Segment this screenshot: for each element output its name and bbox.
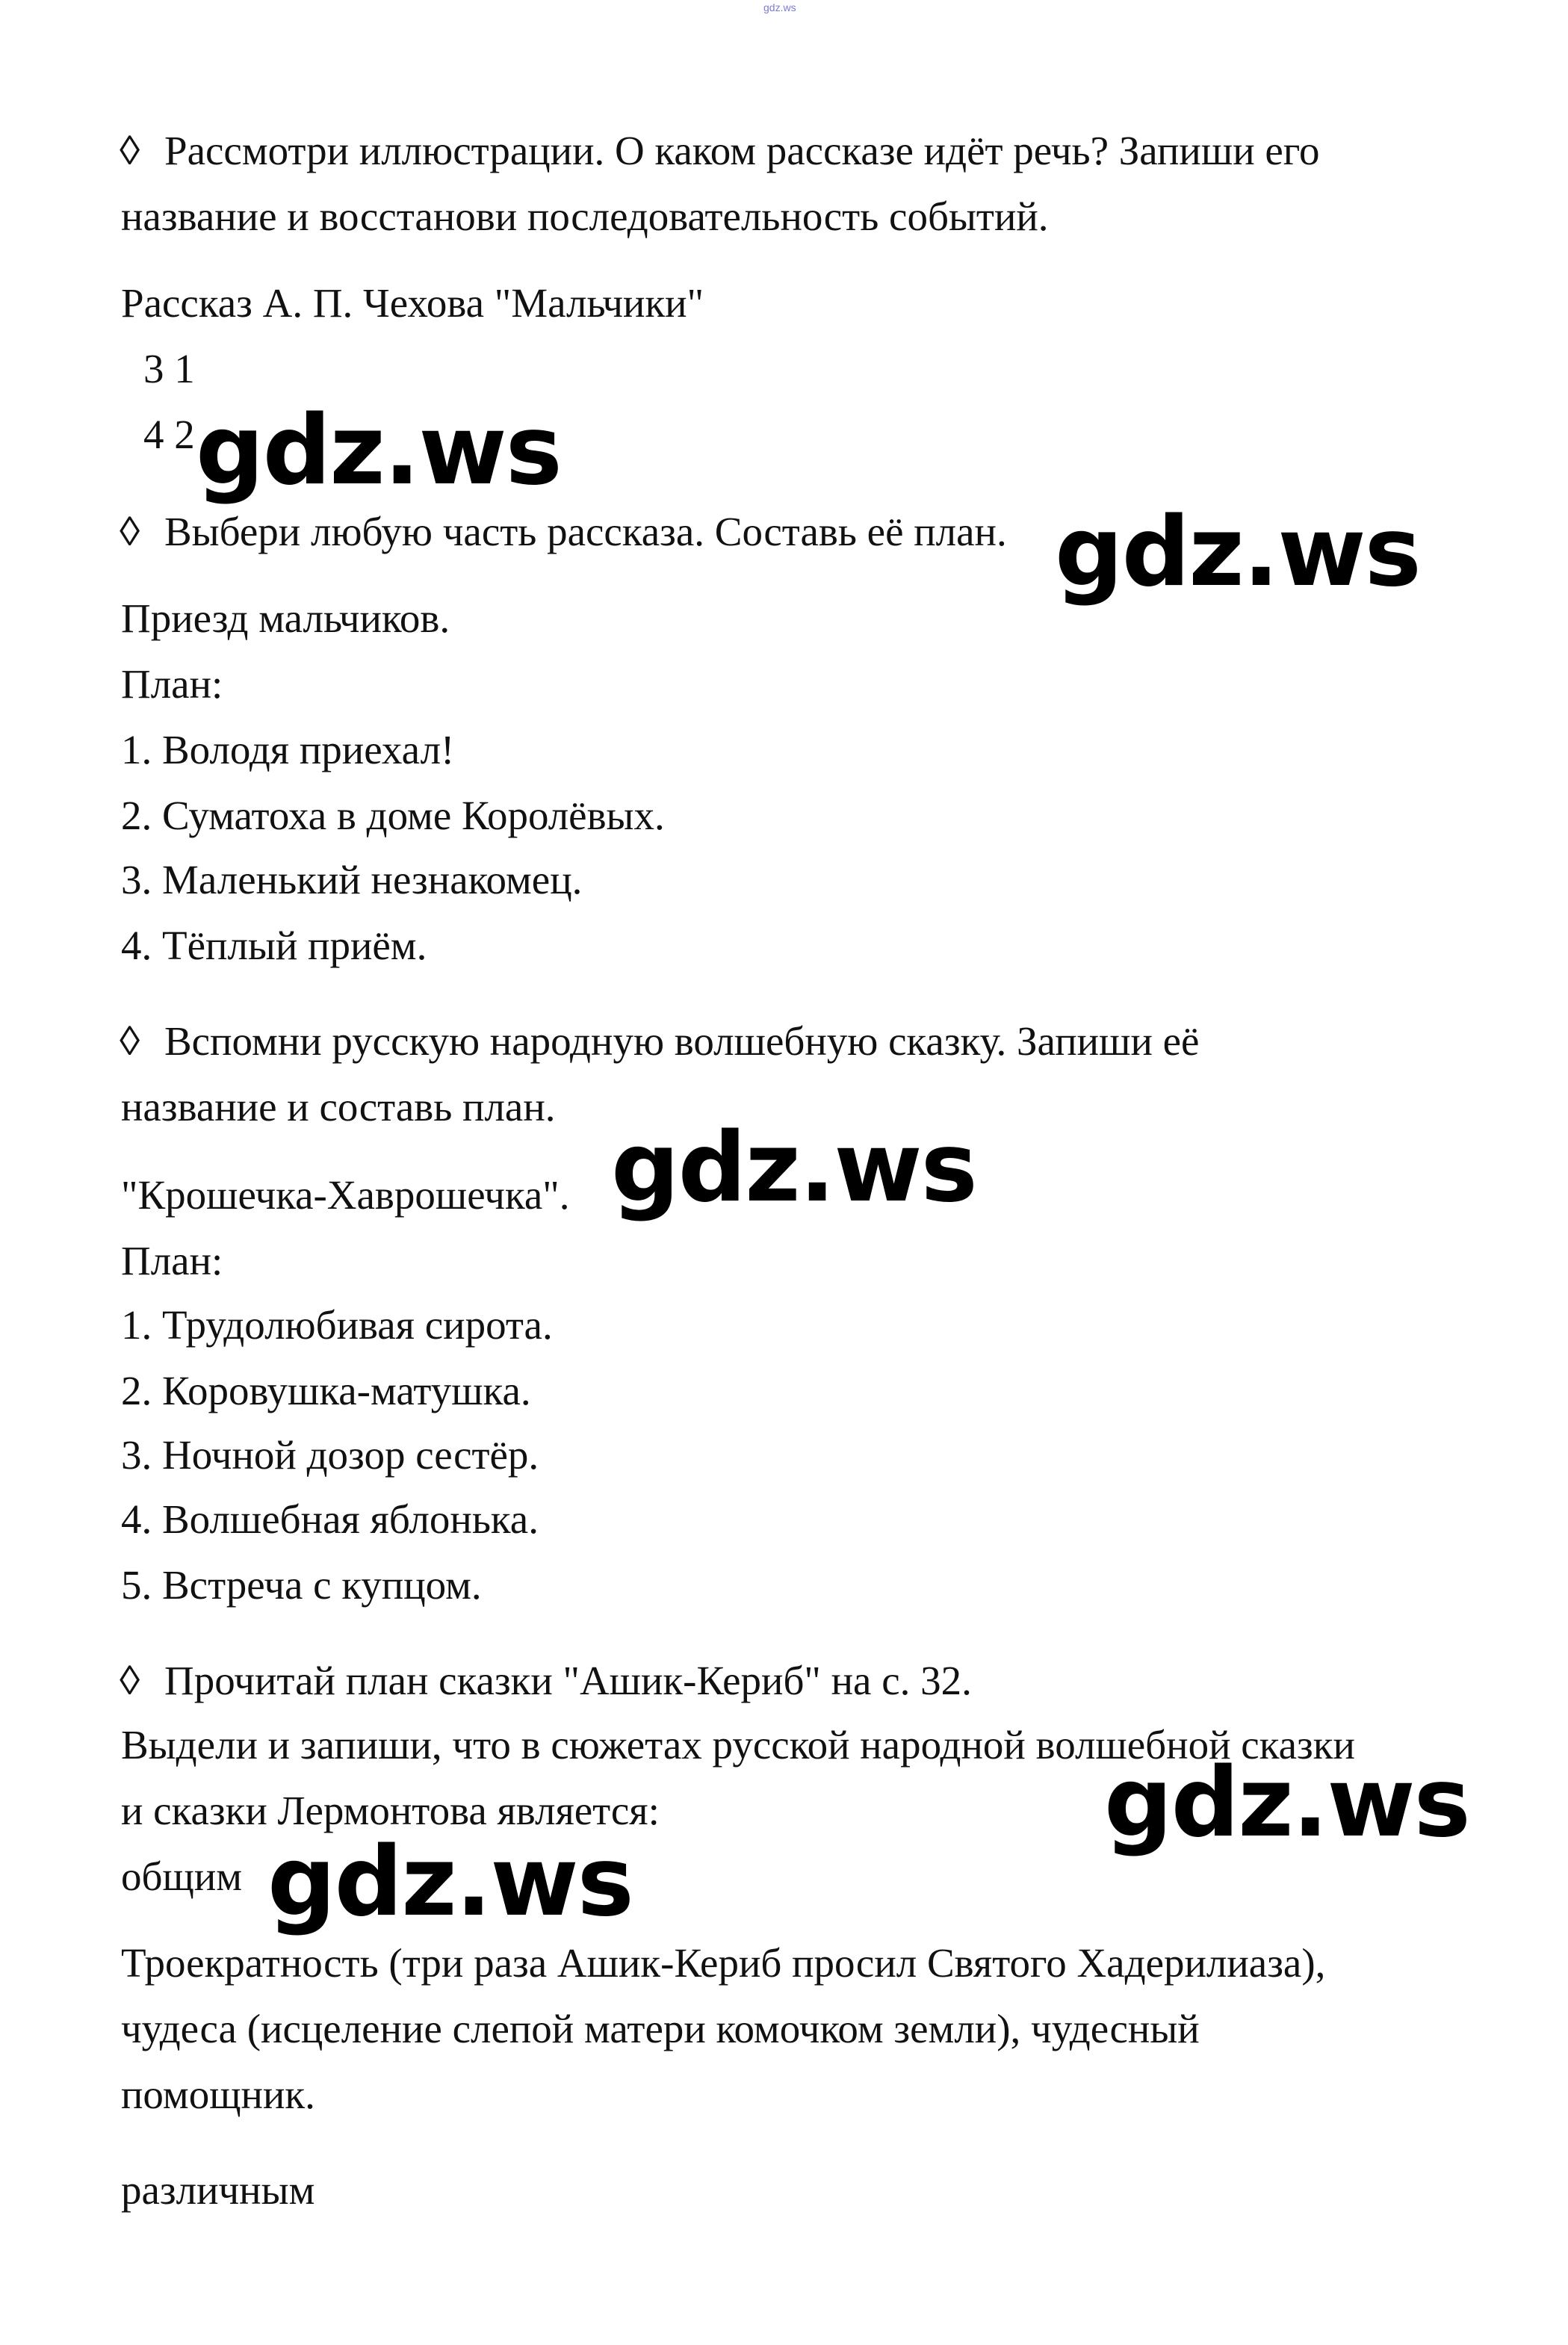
list-item: 4. Волшебная яблонька. — [121, 1496, 539, 1542]
list-item: 1. Трудолюбивая сирота. — [121, 1302, 553, 1348]
task1-order-row1: 3 1 — [143, 346, 195, 391]
list-item: 2. Коровушка-матушка. — [121, 1368, 531, 1413]
bullet-diamond-icon: ◊ — [120, 128, 140, 173]
task3-text-line1: Вспомни русскую народную волшебную сказку. Запиши её — [164, 1018, 1200, 1064]
task4-different-label: различным — [121, 2167, 315, 2213]
task1-text-line1: Рассмотри иллюстрации. О каком рассказе идёт речь? Запиши его — [164, 128, 1320, 173]
task4-common-text-line1: Троекратность (три раза Ашик-Кериб просил Святого Хадерилиаза), — [121, 1940, 1326, 1986]
list-item: 5. Встреча с купцом. — [121, 1562, 482, 1608]
task4-common-text-line2: чудеса (исцеление слепой матери комочком земли), чудесный — [121, 2006, 1200, 2051]
task3-text-line2: название и составь план. — [121, 1084, 556, 1130]
watermark: gdz.ws — [611, 1112, 976, 1224]
task4-common-text-line3: помощник. — [121, 2072, 315, 2117]
list-item: 3. Маленький незнакомец. — [121, 857, 583, 902]
list-item: 2. Суматоха в доме Королёвых. — [121, 793, 665, 838]
bullet-diamond-icon: ◊ — [120, 509, 140, 554]
task4-common-label: общим — [121, 1853, 243, 1899]
task4-text-line1: Прочитай план сказки "Ашик-Кериб" на с. 32. — [164, 1658, 972, 1703]
task1-answer: Рассказ А. П. Чехова "Мальчики" — [121, 280, 704, 326]
task4-text-line2: Выдели и запиши, что в сюжетах русской народной волшебной сказки — [121, 1722, 1355, 1768]
task2-plan-label: План: — [121, 661, 223, 707]
task2-part: Приезд мальчиков. — [121, 595, 450, 641]
list-item: 4. Тёплый приём. — [121, 923, 427, 968]
task3-title: "Крошечка-Хаврошечка". — [121, 1172, 570, 1218]
list-item: 1. Володя приехал! — [121, 727, 455, 772]
task1-order-row2: 4 2 — [143, 412, 195, 457]
task2-text: Выбери любую часть рассказа. Составь её план. — [164, 509, 1007, 554]
bullet-diamond-icon: ◊ — [120, 1658, 140, 1703]
header-watermark: gdz.ws — [763, 1, 796, 13]
task4-text-line3: и сказки Лермонтова является: — [121, 1788, 660, 1833]
task1-text-line2: название и восстанови последовательность событий. — [121, 193, 1049, 239]
watermark: gdz.ws — [1104, 1747, 1469, 1859]
bullet-diamond-icon: ◊ — [120, 1018, 140, 1064]
watermark: gdz.ws — [196, 395, 561, 507]
watermark: gdz.ws — [267, 1827, 633, 1938]
task3-plan-label: План: — [121, 1238, 223, 1283]
watermark: gdz.ws — [1055, 497, 1420, 608]
list-item: 3. Ночной дозор сестёр. — [121, 1432, 539, 1478]
